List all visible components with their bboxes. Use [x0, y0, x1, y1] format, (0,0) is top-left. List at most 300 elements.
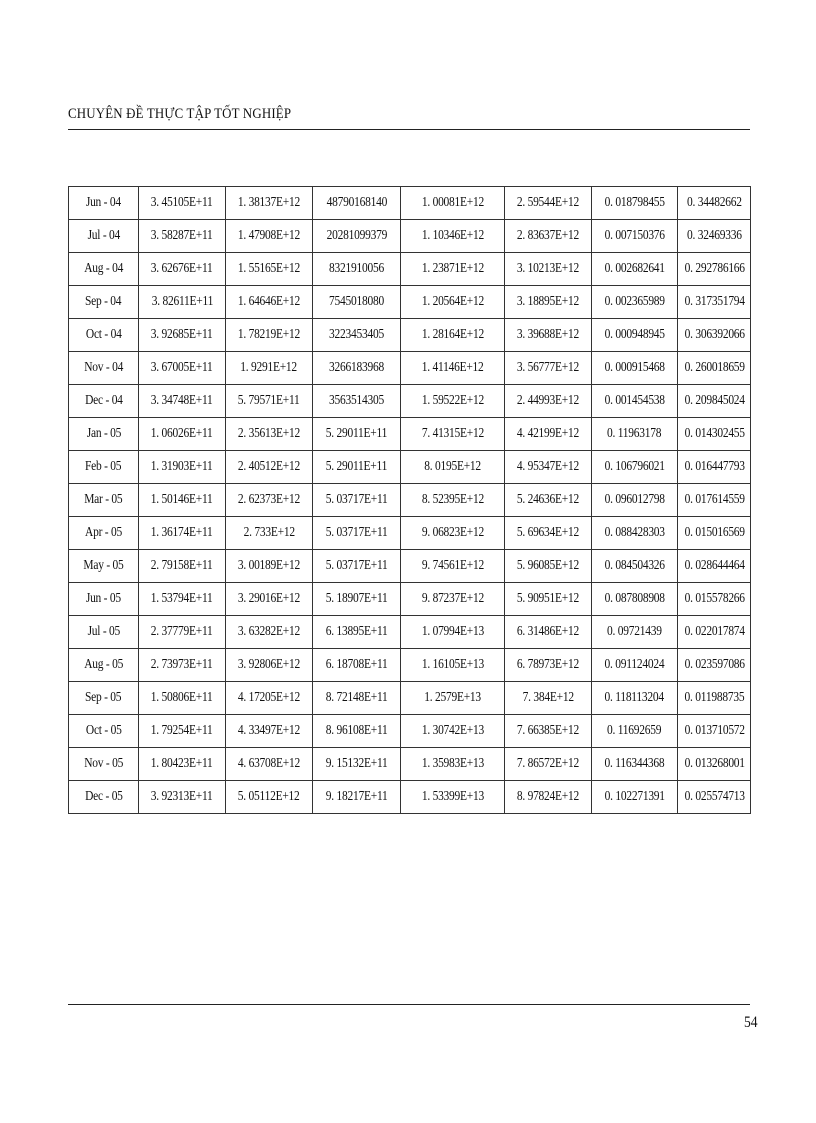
cell-text: 8. 96108E+11: [325, 723, 388, 738]
cell-text: 9. 18217E+11: [325, 789, 388, 804]
table-row: [69, 187, 751, 220]
cell-text: 8. 72148E+11: [325, 690, 388, 705]
cell-text: 5. 29011E+11: [325, 426, 388, 441]
cell-text: 1. 41146E+12: [421, 360, 484, 375]
cell-text: 3. 63282E+12: [237, 624, 301, 639]
cell-text: 5. 03717E+11: [325, 492, 388, 507]
cell-text: 0. 118113204: [604, 690, 665, 705]
value-cell: [592, 583, 678, 616]
cell-text: 1. 36174E+11: [151, 525, 213, 540]
month-cell: [69, 715, 139, 748]
cell-text: 2. 733E+12: [243, 525, 295, 540]
cell-text: 5. 03717E+11: [325, 525, 388, 540]
value-cell: [139, 682, 226, 715]
cell-text: 0. 34482662: [686, 195, 742, 210]
value-cell: [401, 220, 505, 253]
cell-text: 8. 97824E+12: [516, 789, 580, 804]
cell-text: 0. 022017874: [684, 624, 745, 639]
value-cell: [678, 616, 751, 649]
cell-text: Sep - 05: [85, 690, 122, 705]
cell-text: 4. 33497E+12: [237, 723, 301, 738]
value-cell: [505, 781, 592, 814]
cell-text: 5. 90951E+12: [516, 591, 580, 606]
value-cell: [139, 484, 226, 517]
cell-text: 2. 40512E+12: [237, 459, 301, 474]
value-cell: [226, 748, 313, 781]
value-cell: [313, 451, 401, 484]
value-cell: [401, 418, 505, 451]
cell-text: 3. 58287E+11: [151, 228, 213, 243]
value-cell: [401, 187, 505, 220]
cell-text: 0. 106796021: [604, 459, 665, 474]
table-row: [69, 451, 751, 484]
value-cell: [678, 715, 751, 748]
value-cell: [678, 220, 751, 253]
value-cell: [226, 286, 313, 319]
value-cell: [401, 682, 505, 715]
value-cell: [592, 319, 678, 352]
data-table: [68, 186, 751, 814]
cell-text: 0. 013710572: [684, 723, 745, 738]
header-divider: [68, 129, 750, 130]
cell-text: 0. 002365989: [604, 294, 665, 309]
value-cell: [313, 319, 401, 352]
value-cell: [226, 781, 313, 814]
value-cell: [139, 418, 226, 451]
value-cell: [592, 385, 678, 418]
cell-text: 1. 59522E+12: [421, 393, 484, 408]
cell-text: 0. 000915468: [604, 360, 665, 375]
cell-text: 2. 79158E+11: [151, 558, 213, 573]
value-cell: [313, 418, 401, 451]
month-cell: [69, 286, 139, 319]
cell-text: 1. 47908E+12: [237, 228, 301, 243]
value-cell: [313, 253, 401, 286]
cell-text: 9. 06823E+12: [421, 525, 484, 540]
cell-text: 0. 015578266: [684, 591, 745, 606]
table-row: [69, 517, 751, 550]
table-body: [69, 187, 751, 814]
table-row: [69, 385, 751, 418]
value-cell: [592, 220, 678, 253]
cell-text: 1. 55165E+12: [237, 261, 301, 276]
cell-text: 3. 82611E+11: [151, 294, 213, 309]
value-cell: [139, 451, 226, 484]
value-cell: [226, 616, 313, 649]
value-cell: [505, 682, 592, 715]
month-cell: [69, 583, 139, 616]
value-cell: [226, 418, 313, 451]
cell-text: 3. 92806E+12: [237, 657, 301, 672]
cell-text: 7. 41315E+12: [421, 426, 484, 441]
month-cell: [69, 418, 139, 451]
value-cell: [139, 748, 226, 781]
cell-text: 8321910056: [329, 261, 384, 276]
table-row: [69, 781, 751, 814]
cell-text: 1. 2579E+13: [424, 690, 481, 705]
value-cell: [139, 187, 226, 220]
cell-text: 1. 31903E+11: [151, 459, 213, 474]
cell-text: 9. 74561E+12: [421, 558, 484, 573]
cell-text: 0. 011988735: [684, 690, 745, 705]
table-row: [69, 418, 751, 451]
value-cell: [505, 484, 592, 517]
table-row: [69, 319, 751, 352]
cell-text: Aug - 04: [84, 261, 123, 276]
table-row: [69, 682, 751, 715]
value-cell: [678, 517, 751, 550]
cell-text: 0. 016447793: [684, 459, 745, 474]
value-cell: [678, 319, 751, 352]
value-cell: [592, 352, 678, 385]
cell-text: Oct - 05: [85, 723, 122, 738]
value-cell: [678, 418, 751, 451]
table-row: [69, 715, 751, 748]
month-cell: [69, 451, 139, 484]
cell-text: 1. 30742E+13: [421, 723, 484, 738]
cell-text: 0. 306392066: [684, 327, 745, 342]
month-cell: [69, 682, 139, 715]
value-cell: [678, 649, 751, 682]
value-cell: [401, 286, 505, 319]
value-cell: [313, 781, 401, 814]
month-cell: [69, 352, 139, 385]
value-cell: [226, 550, 313, 583]
cell-text: 7. 66385E+12: [516, 723, 580, 738]
cell-text: 3. 18895E+12: [516, 294, 580, 309]
value-cell: [226, 715, 313, 748]
table-row: [69, 286, 751, 319]
cell-text: 2. 62373E+12: [237, 492, 301, 507]
value-cell: [313, 484, 401, 517]
value-cell: [226, 220, 313, 253]
cell-text: 5. 79571E+11: [238, 393, 300, 408]
value-cell: [313, 583, 401, 616]
cell-text: 5. 05112E+12: [238, 789, 300, 804]
cell-text: Oct - 04: [85, 327, 122, 342]
value-cell: [592, 715, 678, 748]
month-cell: [69, 220, 139, 253]
value-cell: [313, 220, 401, 253]
cell-text: 1. 53794E+11: [151, 591, 213, 606]
value-cell: [313, 352, 401, 385]
cell-text: 1. 28164E+12: [421, 327, 484, 342]
value-cell: [401, 649, 505, 682]
value-cell: [313, 649, 401, 682]
cell-text: 1. 00081E+12: [421, 195, 484, 210]
value-cell: [401, 319, 505, 352]
table-row: [69, 484, 751, 517]
value-cell: [401, 484, 505, 517]
value-cell: [505, 220, 592, 253]
value-cell: [401, 781, 505, 814]
value-cell: [139, 781, 226, 814]
value-cell: [678, 550, 751, 583]
value-cell: [678, 286, 751, 319]
cell-text: 1. 35983E+13: [421, 756, 484, 771]
cell-text: Mar - 05: [84, 492, 123, 507]
cell-text: Feb - 05: [85, 459, 122, 474]
page-number: 54: [744, 1014, 758, 1031]
value-cell: [678, 451, 751, 484]
value-cell: [505, 253, 592, 286]
cell-text: 5. 24636E+12: [516, 492, 580, 507]
value-cell: [401, 385, 505, 418]
cell-text: 0. 084504326: [604, 558, 665, 573]
cell-text: 8. 52395E+12: [421, 492, 484, 507]
cell-text: 1. 20564E+12: [421, 294, 484, 309]
value-cell: [139, 583, 226, 616]
cell-text: 1. 07994E+13: [421, 624, 484, 639]
value-cell: [592, 550, 678, 583]
value-cell: [226, 583, 313, 616]
table-row: [69, 748, 751, 781]
value-cell: [505, 649, 592, 682]
value-cell: [592, 649, 678, 682]
table-row: [69, 616, 751, 649]
value-cell: [592, 418, 678, 451]
cell-text: 0. 209845024: [684, 393, 745, 408]
value-cell: [678, 781, 751, 814]
value-cell: [139, 715, 226, 748]
cell-text: 0. 015016569: [684, 525, 745, 540]
cell-text: 1. 50806E+11: [151, 690, 213, 705]
cell-text: 3563514305: [329, 393, 384, 408]
value-cell: [592, 748, 678, 781]
value-cell: [505, 715, 592, 748]
month-cell: [69, 781, 139, 814]
month-cell: [69, 550, 139, 583]
cell-text: 7. 384E+12: [522, 690, 574, 705]
value-cell: [401, 352, 505, 385]
value-cell: [505, 517, 592, 550]
value-cell: [313, 715, 401, 748]
month-cell: [69, 484, 139, 517]
cell-text: May - 05: [83, 558, 124, 573]
value-cell: [505, 385, 592, 418]
cell-text: 1. 38137E+12: [237, 195, 301, 210]
cell-text: 3. 45105E+11: [151, 195, 213, 210]
value-cell: [592, 682, 678, 715]
cell-text: 4. 17205E+12: [237, 690, 301, 705]
value-cell: [678, 187, 751, 220]
page-header-title: CHUYÊN ĐỀ THỰC TẬP TỐT NGHIỆP: [68, 106, 292, 122]
cell-text: 5. 29011E+11: [325, 459, 388, 474]
value-cell: [592, 781, 678, 814]
cell-text: 1. 9291E+12: [240, 360, 298, 375]
value-cell: [313, 385, 401, 418]
cell-text: 0. 102271391: [604, 789, 665, 804]
cell-text: 1. 79254E+11: [151, 723, 213, 738]
cell-text: 5. 18907E+11: [325, 591, 388, 606]
cell-text: Dec - 04: [84, 393, 123, 408]
cell-text: 3. 10213E+12: [516, 261, 580, 276]
cell-text: 0. 088428303: [604, 525, 665, 540]
value-cell: [505, 352, 592, 385]
cell-text: 2. 59544E+12: [516, 195, 580, 210]
month-cell: [69, 517, 139, 550]
cell-text: 0. 028644464: [684, 558, 745, 573]
cell-text: 2. 44993E+12: [516, 393, 580, 408]
cell-text: 4. 42199E+12: [516, 426, 580, 441]
cell-text: 6. 13895E+11: [325, 624, 388, 639]
cell-text: Jul - 04: [87, 228, 120, 243]
cell-text: 5. 03717E+11: [325, 558, 388, 573]
cell-text: 9. 15132E+11: [325, 756, 388, 771]
value-cell: [226, 385, 313, 418]
table-row: [69, 220, 751, 253]
value-cell: [401, 451, 505, 484]
cell-text: 0. 292786166: [684, 261, 745, 276]
value-cell: [226, 649, 313, 682]
value-cell: [139, 286, 226, 319]
value-cell: [505, 418, 592, 451]
cell-text: 0. 116344368: [604, 756, 665, 771]
value-cell: [139, 220, 226, 253]
value-cell: [401, 253, 505, 286]
cell-text: 2. 35613E+12: [237, 426, 301, 441]
value-cell: [505, 187, 592, 220]
table-row: [69, 583, 751, 616]
cell-text: Jun - 04: [85, 195, 122, 210]
value-cell: [678, 748, 751, 781]
cell-text: Nov - 04: [84, 360, 123, 375]
value-cell: [139, 385, 226, 418]
cell-text: 3223453405: [329, 327, 384, 342]
value-cell: [139, 517, 226, 550]
cell-text: 1. 78219E+12: [237, 327, 301, 342]
cell-text: 0. 023597086: [684, 657, 745, 672]
value-cell: [505, 451, 592, 484]
cell-text: 3. 56777E+12: [516, 360, 580, 375]
cell-text: Aug - 05: [84, 657, 123, 672]
value-cell: [678, 682, 751, 715]
cell-text: 2. 73973E+11: [151, 657, 213, 672]
value-cell: [226, 484, 313, 517]
cell-text: 3. 39688E+12: [516, 327, 580, 342]
cell-text: 0. 013268001: [684, 756, 745, 771]
cell-text: 0. 000948945: [604, 327, 665, 342]
value-cell: [678, 484, 751, 517]
value-cell: [592, 484, 678, 517]
value-cell: [592, 187, 678, 220]
cell-text: 1. 23871E+12: [421, 261, 484, 276]
cell-text: 4. 95347E+12: [516, 459, 580, 474]
value-cell: [139, 649, 226, 682]
cell-text: 6. 31486E+12: [516, 624, 580, 639]
cell-text: 3. 29016E+12: [237, 591, 301, 606]
cell-text: 3. 92685E+11: [151, 327, 213, 342]
cell-text: 9. 87237E+12: [421, 591, 484, 606]
cell-text: 0. 007150376: [604, 228, 665, 243]
month-cell: [69, 385, 139, 418]
cell-text: 0. 087808908: [604, 591, 665, 606]
value-cell: [592, 451, 678, 484]
cell-text: 8. 0195E+12: [424, 459, 481, 474]
cell-text: 3. 67005E+11: [151, 360, 213, 375]
cell-text: 1. 16105E+13: [421, 657, 484, 672]
value-cell: [401, 715, 505, 748]
cell-text: Sep - 04: [85, 294, 122, 309]
cell-text: 0. 260018659: [684, 360, 745, 375]
value-cell: [226, 517, 313, 550]
cell-text: 0. 09721439: [607, 624, 662, 639]
value-cell: [505, 550, 592, 583]
cell-text: 2. 83637E+12: [516, 228, 580, 243]
cell-text: 1. 80423E+11: [151, 756, 213, 771]
cell-text: 7. 86572E+12: [516, 756, 580, 771]
value-cell: [678, 385, 751, 418]
value-cell: [139, 253, 226, 286]
cell-text: 0. 018798455: [604, 195, 665, 210]
value-cell: [313, 616, 401, 649]
value-cell: [226, 319, 313, 352]
cell-text: 2. 37779E+11: [151, 624, 213, 639]
cell-text: 0. 11963178: [607, 426, 662, 441]
value-cell: [313, 682, 401, 715]
cell-text: 0. 317351794: [684, 294, 745, 309]
table-row: [69, 352, 751, 385]
cell-text: 3. 62676E+11: [151, 261, 213, 276]
value-cell: [678, 253, 751, 286]
value-cell: [505, 319, 592, 352]
value-cell: [505, 616, 592, 649]
table-row: [69, 649, 751, 682]
cell-text: 0. 096012798: [604, 492, 665, 507]
month-cell: [69, 649, 139, 682]
value-cell: [401, 748, 505, 781]
value-cell: [592, 253, 678, 286]
month-cell: [69, 187, 139, 220]
value-cell: [139, 352, 226, 385]
cell-text: 1. 10346E+12: [421, 228, 484, 243]
value-cell: [678, 583, 751, 616]
cell-text: 0. 025574713: [684, 789, 745, 804]
table-row: [69, 253, 751, 286]
month-cell: [69, 616, 139, 649]
cell-text: 0. 001454538: [604, 393, 665, 408]
cell-text: 0. 32469336: [686, 228, 742, 243]
value-cell: [401, 517, 505, 550]
cell-text: 1. 53399E+13: [421, 789, 484, 804]
cell-text: 0. 002682641: [604, 261, 665, 276]
value-cell: [226, 352, 313, 385]
value-cell: [592, 517, 678, 550]
value-cell: [226, 187, 313, 220]
cell-text: 0. 017614559: [684, 492, 745, 507]
cell-text: 1. 06026E+11: [151, 426, 213, 441]
cell-text: 5. 96085E+12: [516, 558, 580, 573]
value-cell: [226, 253, 313, 286]
month-cell: [69, 319, 139, 352]
cell-text: 6. 78973E+12: [516, 657, 580, 672]
value-cell: [139, 550, 226, 583]
month-cell: [69, 253, 139, 286]
value-cell: [226, 682, 313, 715]
cell-text: 3266183968: [329, 360, 384, 375]
cell-text: Nov - 05: [84, 756, 123, 771]
value-cell: [139, 616, 226, 649]
cell-text: 3. 34748E+11: [151, 393, 213, 408]
value-cell: [401, 583, 505, 616]
cell-text: 0. 11692659: [607, 723, 662, 738]
value-cell: [139, 319, 226, 352]
cell-text: Apr - 05: [85, 525, 122, 540]
cell-text: 7545018080: [329, 294, 384, 309]
value-cell: [313, 748, 401, 781]
cell-text: 0. 091124024: [604, 657, 665, 672]
month-cell: [69, 748, 139, 781]
